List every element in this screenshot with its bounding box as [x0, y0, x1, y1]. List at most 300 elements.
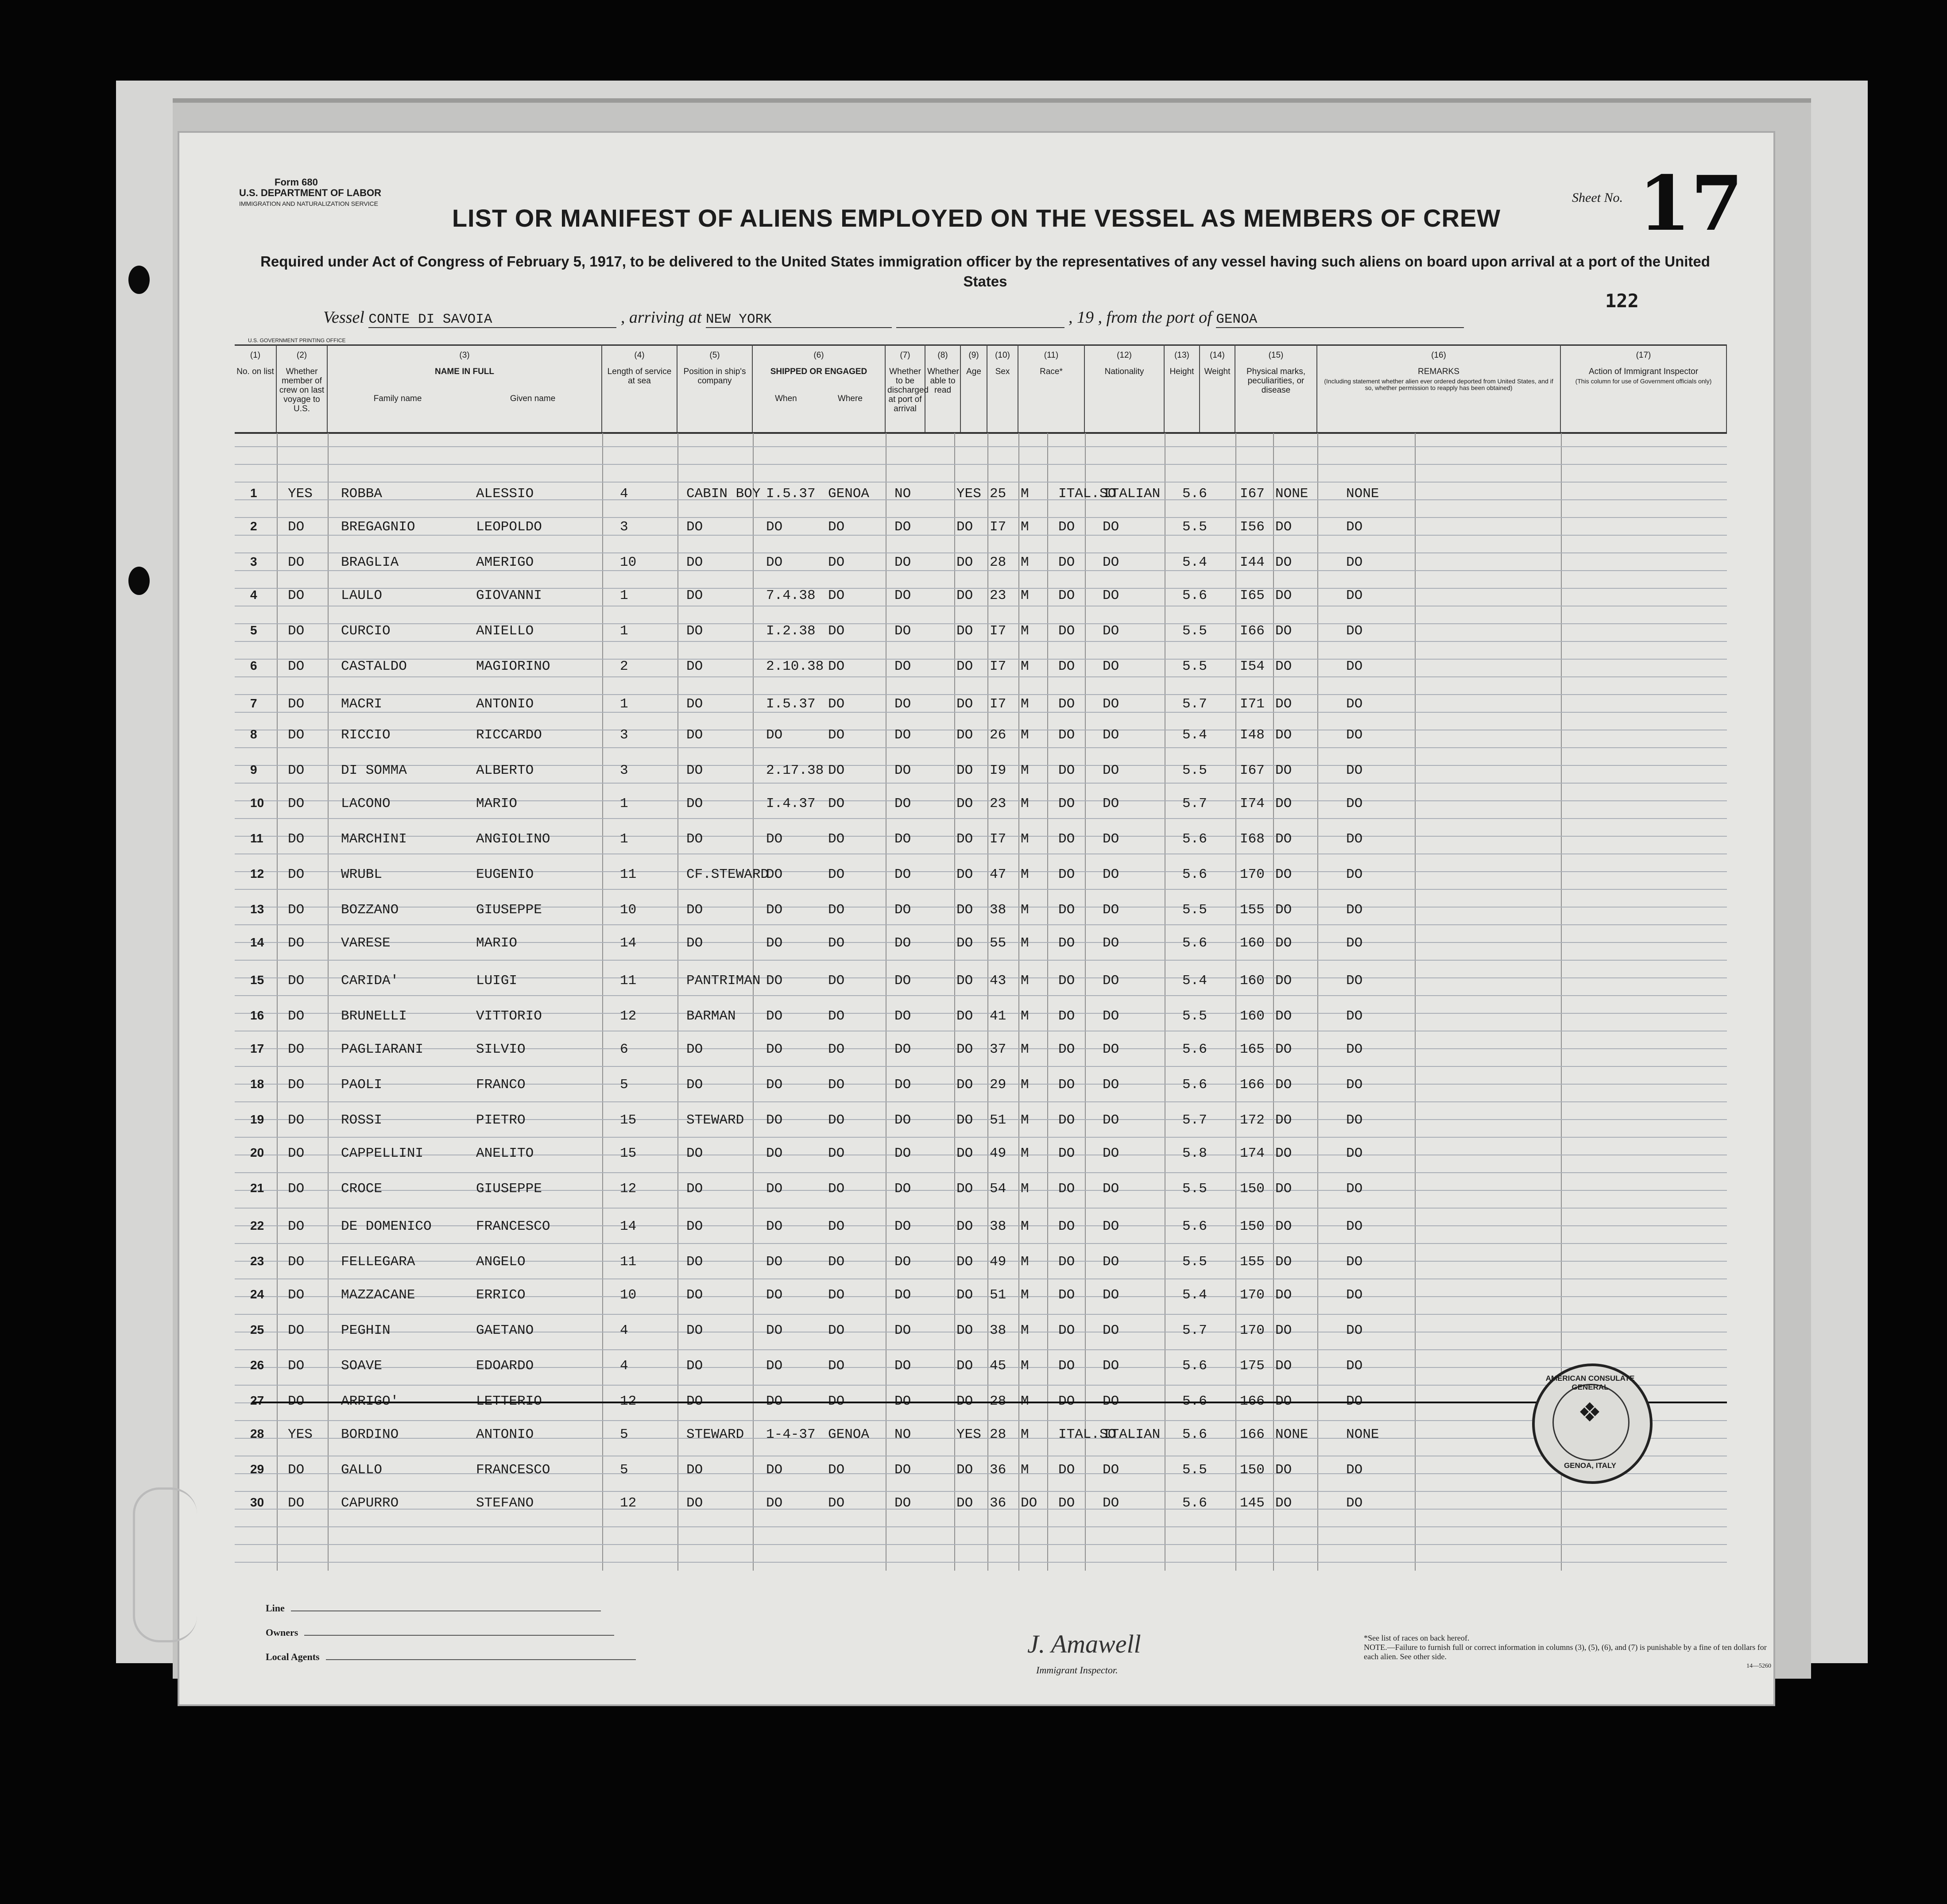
- cell-no: 15: [250, 973, 264, 987]
- cell-sex: M: [1021, 1254, 1029, 1270]
- cell-where: DO: [828, 1219, 845, 1234]
- cell-where: DO: [828, 727, 845, 743]
- cell-family: DE DOMENICO: [341, 1219, 432, 1234]
- cell-sex: M: [1021, 1219, 1029, 1234]
- cell-nationality: DO: [1103, 696, 1119, 712]
- table-row: [235, 541, 1727, 577]
- cell-height: 5.5: [1182, 1008, 1207, 1024]
- column-label: SHIPPED OR ENGAGED: [770, 367, 867, 376]
- cell-remarks: DO: [1346, 1495, 1363, 1511]
- cell-age: 23: [990, 588, 1006, 603]
- cell-height: 5.5: [1182, 1462, 1207, 1478]
- cell-service: 5: [620, 1427, 628, 1442]
- cell-read: DO: [956, 902, 973, 918]
- column-header: [961, 344, 987, 433]
- column-header: [235, 344, 277, 433]
- cell-given: ANIELLO: [476, 623, 534, 639]
- column-header: [925, 344, 961, 433]
- cell-marks: DO: [1275, 1042, 1292, 1057]
- cell-discharged: DO: [894, 1462, 911, 1478]
- cell-service: 12: [620, 1394, 637, 1409]
- cell-weight: 166: [1240, 1427, 1265, 1442]
- table-row: [235, 1168, 1727, 1203]
- owners-field: [266, 1627, 614, 1638]
- cell-height: 5.5: [1182, 902, 1207, 918]
- from-label: , from the port of: [1098, 308, 1212, 327]
- cell-given: VITTORIO: [476, 1008, 542, 1024]
- cell-discharged: DO: [894, 1495, 911, 1511]
- cell-race: DO: [1058, 623, 1075, 639]
- cell-weight: 172: [1240, 1112, 1265, 1128]
- cell-family: ROSSI: [341, 1112, 383, 1128]
- cell-read: DO: [956, 1254, 973, 1270]
- cell-position: DO: [686, 623, 703, 639]
- form-code: 14—5260: [1746, 1663, 1771, 1669]
- cell-height: 5.6: [1182, 1042, 1207, 1057]
- column-header: [1085, 344, 1165, 433]
- cell-no: 27: [250, 1394, 264, 1407]
- cell-family: BORDINO: [341, 1427, 399, 1442]
- cell-age: 43: [990, 973, 1006, 989]
- cell-weight: 155: [1240, 1254, 1265, 1270]
- cell-no: 18: [250, 1077, 264, 1091]
- cell-age: I7: [990, 623, 1006, 639]
- cell-nationality: DO: [1103, 1112, 1119, 1128]
- cell-nationality: DO: [1103, 1495, 1119, 1511]
- cell-sex: M: [1021, 1427, 1029, 1442]
- page-title: LIST OR MANIFEST OF ALIENS EMPLOYED ON THE VESSEL AS MEMBERS OF CREW: [452, 204, 1501, 232]
- cell-service: 1: [620, 696, 628, 712]
- cell-read: DO: [956, 1219, 973, 1234]
- cell-no: 22: [250, 1219, 264, 1232]
- cell-marks: DO: [1275, 659, 1292, 674]
- table-row: [235, 1309, 1727, 1345]
- cell-height: 5.6: [1182, 486, 1207, 502]
- cell-nationality: DO: [1103, 1287, 1119, 1303]
- cell-position: DO: [686, 763, 703, 778]
- cell-race: DO: [1058, 696, 1075, 712]
- cell-prev: DO: [288, 1219, 305, 1234]
- cell-where: DO: [828, 902, 845, 918]
- cell-weight: 160: [1240, 935, 1265, 951]
- cell-discharged: DO: [894, 623, 911, 639]
- cell-discharged: DO: [894, 935, 911, 951]
- cell-marks: DO: [1275, 1254, 1292, 1270]
- cell-given: ANTONIO: [476, 696, 534, 712]
- cell-position: DO: [686, 796, 703, 811]
- cell-where: DO: [828, 1181, 845, 1197]
- cell-where: GENOA: [828, 1427, 870, 1442]
- cell-marks: DO: [1275, 831, 1292, 847]
- cell-no: 28: [250, 1427, 264, 1441]
- column-number: (5): [709, 351, 720, 360]
- column-number: (11): [1044, 351, 1059, 360]
- cell-no: 8: [250, 727, 257, 741]
- cell-when: DO: [766, 1219, 783, 1234]
- cell-weight: 155: [1240, 902, 1265, 918]
- cell-service: 10: [620, 1287, 637, 1303]
- cell-no: 21: [250, 1181, 264, 1195]
- cell-position: BARMAN: [686, 1008, 736, 1024]
- footer-notes: [1364, 1634, 1771, 1671]
- cell-family: CARIDA': [341, 973, 399, 989]
- cell-sex: M: [1021, 1112, 1029, 1128]
- ruled-line: [235, 1526, 1727, 1527]
- cell-read: DO: [956, 1112, 973, 1128]
- cell-age: 36: [990, 1462, 1006, 1478]
- column-label: REMARKS: [1418, 367, 1459, 376]
- cell-height: 5.5: [1182, 519, 1207, 535]
- cell-nationality: DO: [1103, 588, 1119, 603]
- cell-remarks: NONE: [1346, 486, 1379, 502]
- cell-marks: DO: [1275, 1323, 1292, 1338]
- cell-marks: DO: [1275, 1462, 1292, 1478]
- cell-height: 5.6: [1182, 1219, 1207, 1234]
- cell-remarks: DO: [1346, 935, 1363, 951]
- cell-age: 28: [990, 1394, 1006, 1409]
- cell-weight: I74: [1240, 796, 1265, 811]
- cell-when: DO: [766, 1287, 783, 1303]
- cell-given: FRANCESCO: [476, 1462, 550, 1478]
- cell-weight: I44: [1240, 555, 1265, 570]
- cell-read: DO: [956, 588, 973, 603]
- cell-given: GIOVANNI: [476, 588, 542, 603]
- cell-when: DO: [766, 1462, 783, 1478]
- cell-read: DO: [956, 659, 973, 674]
- column-label: Whether able to read: [927, 367, 959, 395]
- cell-no: 5: [250, 623, 257, 637]
- cell-when: DO: [766, 1495, 783, 1511]
- cell-prev: DO: [288, 1495, 305, 1511]
- reference-number: 122: [1605, 290, 1639, 312]
- cell-race: DO: [1058, 796, 1075, 811]
- cell-position: CF.STEWARD: [686, 867, 769, 882]
- cell-nationality: ITALIAN: [1103, 1427, 1161, 1442]
- inspector-signature: J. Amawell: [1027, 1630, 1141, 1658]
- cell-where: DO: [828, 831, 845, 847]
- cell-nationality: DO: [1103, 1254, 1119, 1270]
- column-number: (13): [1174, 351, 1189, 360]
- cell-when: DO: [766, 1077, 783, 1093]
- cell-age: I9: [990, 763, 1006, 778]
- cell-height: 5.7: [1182, 1323, 1207, 1338]
- cell-race: DO: [1058, 1042, 1075, 1057]
- cell-age: 51: [990, 1287, 1006, 1303]
- cell-position: DO: [686, 935, 703, 951]
- cell-family: DI SOMMA: [341, 763, 407, 778]
- column-label: Whether to be discharged at port of arrival: [887, 367, 929, 413]
- column-header: [1165, 344, 1200, 433]
- column-header: [602, 344, 677, 433]
- cell-age: 25: [990, 486, 1006, 502]
- vessel-label: Vessel: [323, 308, 364, 327]
- cell-weight: I48: [1240, 727, 1265, 743]
- cell-weight: I56: [1240, 519, 1265, 535]
- cell-read: DO: [956, 1008, 973, 1024]
- cell-no: 13: [250, 902, 264, 916]
- line-field: [266, 1603, 601, 1614]
- cell-no: 9: [250, 763, 257, 776]
- cell-weight: 166: [1240, 1077, 1265, 1093]
- cell-weight: 165: [1240, 1042, 1265, 1057]
- cell-sex: M: [1021, 486, 1029, 502]
- cell-race: DO: [1058, 1077, 1075, 1093]
- cell-family: BRAGLIA: [341, 555, 399, 570]
- cell-sex: M: [1021, 519, 1029, 535]
- cell-read: DO: [956, 1287, 973, 1303]
- cell-when: I.5.37: [766, 486, 816, 502]
- cell-height: 5.6: [1182, 831, 1207, 847]
- cell-sex: M: [1021, 623, 1029, 639]
- column-sublabel: (This column for use of Government officials only): [1575, 378, 1712, 385]
- cell-discharged: DO: [894, 1112, 911, 1128]
- cell-service: 3: [620, 519, 628, 535]
- column-sublabel: Given name: [510, 394, 556, 403]
- column-header: [1317, 344, 1561, 433]
- cell-remarks: DO: [1346, 763, 1363, 778]
- cell-given: EDOARDO: [476, 1358, 534, 1374]
- cell-service: 4: [620, 1358, 628, 1374]
- cell-read: DO: [956, 555, 973, 570]
- cell-no: 24: [250, 1287, 264, 1301]
- cell-no: 17: [250, 1042, 264, 1055]
- cell-where: DO: [828, 1146, 845, 1161]
- cell-given: LETTERIO: [476, 1394, 542, 1409]
- cell-given: LUIGI: [476, 973, 518, 989]
- cell-prev: DO: [288, 696, 305, 712]
- cell-where: DO: [828, 519, 845, 535]
- cell-race: DO: [1058, 659, 1075, 674]
- cell-when: DO: [766, 935, 783, 951]
- cell-prev: DO: [288, 588, 305, 603]
- column-header: [886, 344, 929, 433]
- cell-family: PAOLI: [341, 1077, 383, 1093]
- cell-remarks: DO: [1346, 973, 1363, 989]
- cell-sex: M: [1021, 902, 1029, 918]
- cell-marks: DO: [1275, 519, 1292, 535]
- cell-given: GIUSEPPE: [476, 902, 542, 918]
- cell-when: DO: [766, 1323, 783, 1338]
- table-row: [235, 1132, 1727, 1168]
- cell-given: RICCARDO: [476, 727, 542, 743]
- cell-nationality: DO: [1103, 831, 1119, 847]
- cell-remarks: DO: [1346, 1462, 1363, 1478]
- cell-weight: 170: [1240, 867, 1265, 882]
- cell-age: 51: [990, 1112, 1006, 1128]
- cell-prev: DO: [288, 1462, 305, 1478]
- cell-prev: DO: [288, 1008, 305, 1024]
- cell-race: DO: [1058, 555, 1075, 570]
- cell-given: STEFANO: [476, 1495, 534, 1511]
- cell-marks: DO: [1275, 1495, 1292, 1511]
- cell-service: 4: [620, 1323, 628, 1338]
- cell-read: DO: [956, 1146, 973, 1161]
- cell-weight: 150: [1240, 1462, 1265, 1478]
- cell-remarks: DO: [1346, 1394, 1363, 1409]
- table-row: [235, 854, 1727, 889]
- agents-label: Local Agents: [266, 1651, 320, 1662]
- consulate-seal: [1532, 1363, 1653, 1484]
- column-header: [1235, 344, 1317, 433]
- cell-when: DO: [766, 831, 783, 847]
- cell-given: FRANCO: [476, 1077, 526, 1093]
- cell-race: DO: [1058, 588, 1075, 603]
- cell-service: 1: [620, 796, 628, 811]
- cell-sex: M: [1021, 696, 1029, 712]
- column-label: Age: [966, 367, 981, 376]
- column-header: [987, 344, 1018, 433]
- cell-position: DO: [686, 902, 703, 918]
- cell-service: 3: [620, 727, 628, 743]
- cell-no: 20: [250, 1146, 264, 1159]
- column-number: (12): [1117, 351, 1132, 360]
- cell-family: CAPURRO: [341, 1495, 399, 1511]
- race-note: *See list of races on back hereof.: [1364, 1634, 1470, 1642]
- cell-nationality: DO: [1103, 1323, 1119, 1338]
- cell-remarks: DO: [1346, 1254, 1363, 1270]
- cell-family: PEGHIN: [341, 1323, 391, 1338]
- table-row: [235, 645, 1727, 681]
- table-row: [235, 1345, 1727, 1380]
- cell-weight: 166: [1240, 1394, 1265, 1409]
- cell-height: 5.6: [1182, 1427, 1207, 1442]
- line-label: Line: [266, 1603, 285, 1614]
- column-label: Whether member of crew on last voyage to U.S.: [279, 367, 325, 413]
- cell-when: 1-4-37: [766, 1427, 816, 1442]
- handwritten-mark: [133, 1487, 197, 1642]
- cell-prev: DO: [288, 935, 305, 951]
- cell-race: DO: [1058, 1181, 1075, 1197]
- cell-given: MAGIORINO: [476, 659, 550, 674]
- cell-no: 23: [250, 1254, 264, 1268]
- cell-marks: DO: [1275, 1008, 1292, 1024]
- cell-family: CAPPELLINI: [341, 1146, 424, 1161]
- cell-no: 26: [250, 1358, 264, 1372]
- cell-sex: M: [1021, 659, 1029, 674]
- cell-marks: NONE: [1275, 1427, 1308, 1442]
- cell-remarks: DO: [1346, 659, 1363, 674]
- cell-read: DO: [956, 763, 973, 778]
- cell-no: 11: [250, 831, 263, 845]
- cell-prev: DO: [288, 1254, 305, 1270]
- cell-marks: DO: [1275, 1394, 1292, 1409]
- cell-age: 29: [990, 1077, 1006, 1093]
- column-label: Position in ship's company: [683, 367, 746, 386]
- cell-where: DO: [828, 1042, 845, 1057]
- table-row: [235, 995, 1727, 1031]
- cell-marks: DO: [1275, 1077, 1292, 1093]
- owners-label: Owners: [266, 1627, 298, 1638]
- cell-prev: DO: [288, 519, 305, 535]
- cell-remarks: DO: [1346, 902, 1363, 918]
- table-row: [235, 1064, 1727, 1099]
- cell-when: DO: [766, 727, 783, 743]
- column-label: Sex: [995, 367, 1010, 376]
- cell-weight: I67: [1240, 486, 1265, 502]
- cell-family: CASTALDO: [341, 659, 407, 674]
- cell-service: 11: [620, 1254, 637, 1270]
- table-row: [235, 1028, 1727, 1064]
- cell-remarks: DO: [1346, 867, 1363, 882]
- cell-family: ROBBA: [341, 486, 383, 502]
- cell-weight: 150: [1240, 1181, 1265, 1197]
- cell-sex: M: [1021, 1146, 1029, 1161]
- cell-read: DO: [956, 867, 973, 882]
- cell-sex: DO: [1021, 1495, 1037, 1511]
- cell-age: 45: [990, 1358, 1006, 1374]
- cell-read: DO: [956, 796, 973, 811]
- cell-service: 10: [620, 555, 637, 570]
- cell-no: 12: [250, 867, 264, 881]
- cell-race: DO: [1058, 867, 1075, 882]
- binder-hole: [128, 567, 150, 595]
- cell-given: MARIO: [476, 935, 518, 951]
- cell-where: DO: [828, 763, 845, 778]
- manifest-sheet: [179, 133, 1773, 1704]
- cell-sex: M: [1021, 796, 1029, 811]
- table-row: [235, 1274, 1727, 1309]
- column-number: (7): [900, 351, 910, 360]
- cell-service: 12: [620, 1495, 637, 1511]
- cell-service: 15: [620, 1146, 637, 1161]
- cell-age: I7: [990, 659, 1006, 674]
- cell-height: 5.6: [1182, 935, 1207, 951]
- column-number: (2): [296, 351, 307, 360]
- cell-discharged: DO: [894, 1008, 911, 1024]
- cell-height: 5.5: [1182, 623, 1207, 639]
- vessel-name: CONTE DI SAVOIA: [368, 312, 616, 328]
- cell-position: DO: [686, 1077, 703, 1093]
- cell-position: STEWARD: [686, 1112, 744, 1128]
- cell-remarks: DO: [1346, 588, 1363, 603]
- sheet-number-label: Sheet No.: [1572, 190, 1623, 205]
- cell-remarks: DO: [1346, 1146, 1363, 1161]
- cell-where: DO: [828, 1077, 845, 1093]
- cell-nationality: DO: [1103, 659, 1119, 674]
- table-row: [235, 818, 1727, 854]
- cell-height: 5.7: [1182, 1112, 1207, 1128]
- cell-service: 12: [620, 1181, 637, 1197]
- cell-read: YES: [956, 486, 981, 502]
- column-header: [277, 344, 328, 433]
- cell-discharged: DO: [894, 1323, 911, 1338]
- column-number: (16): [1431, 351, 1446, 360]
- cell-service: 5: [620, 1462, 628, 1478]
- cell-prev: DO: [288, 727, 305, 743]
- column-label: Height: [1169, 367, 1194, 376]
- cell-family: RICCIO: [341, 727, 391, 743]
- cell-read: DO: [956, 1462, 973, 1478]
- cell-no: 10: [250, 796, 264, 810]
- cell-remarks: DO: [1346, 1323, 1363, 1338]
- cell-height: 5.5: [1182, 1181, 1207, 1197]
- column-number: (1): [250, 351, 261, 360]
- cell-discharged: DO: [894, 763, 911, 778]
- cell-race: DO: [1058, 1287, 1075, 1303]
- table-row: [235, 575, 1727, 610]
- cell-given: GIUSEPPE: [476, 1181, 542, 1197]
- column-label: NAME IN FULL: [434, 367, 495, 376]
- table-header-rule: [235, 432, 1727, 434]
- cell-prev: DO: [288, 867, 305, 882]
- cell-discharged: DO: [894, 555, 911, 570]
- cell-discharged: DO: [894, 867, 911, 882]
- cell-when: DO: [766, 519, 783, 535]
- cell-read: DO: [956, 1394, 973, 1409]
- page-subtitle: Required under Act of Congress of February 5, 1917, to be delivered to the United States immigration officer by the representatives of any vessel having such aliens on board upon arrival at a port of the United States: [260, 253, 1710, 290]
- cell-discharged: DO: [894, 1287, 911, 1303]
- cell-weight: 150: [1240, 1219, 1265, 1234]
